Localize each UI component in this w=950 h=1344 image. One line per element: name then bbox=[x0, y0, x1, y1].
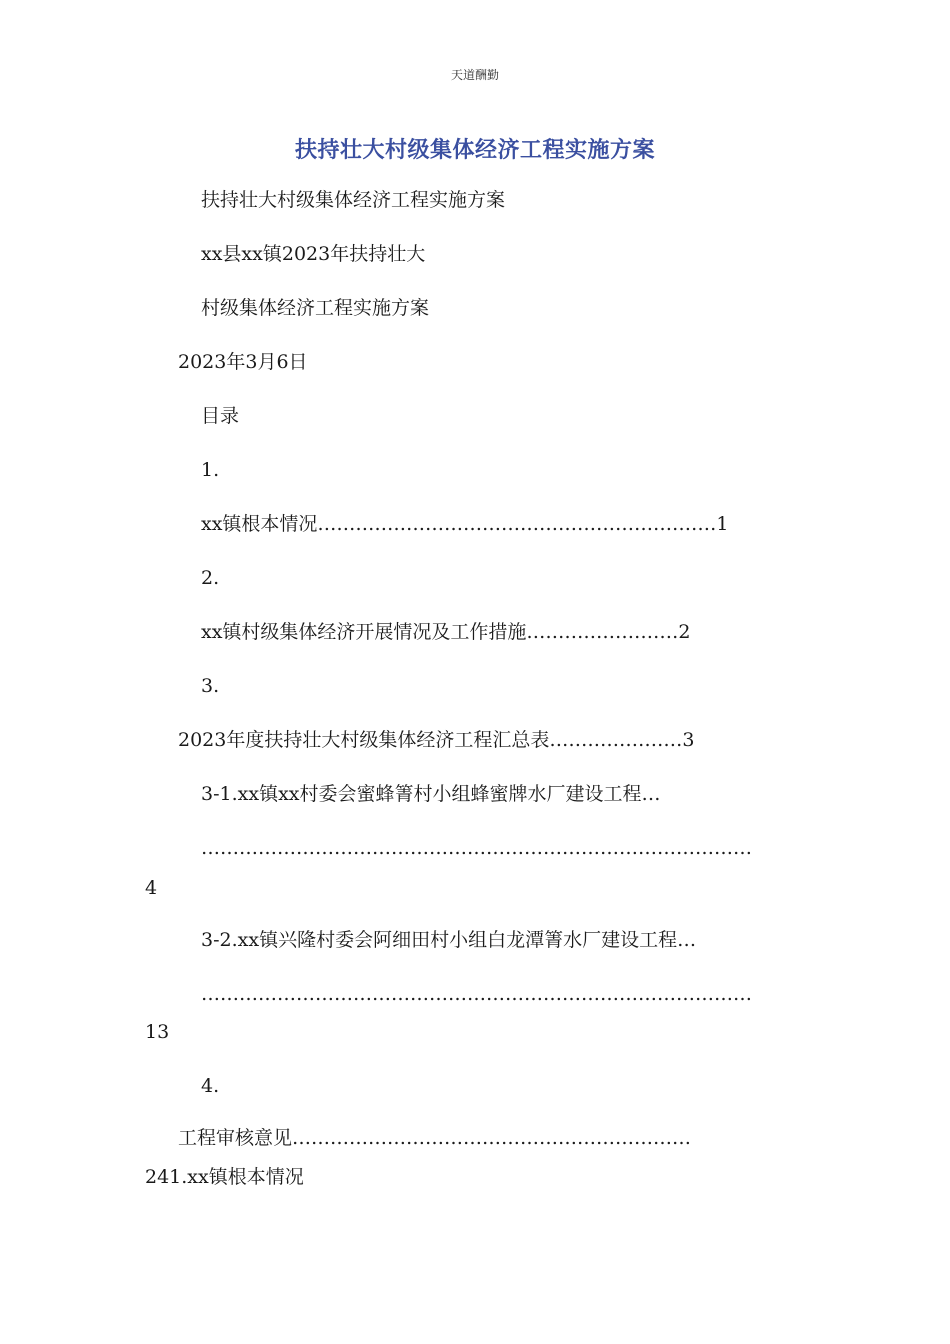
toc-leader-dots-3-1: …………………………………………………………………………… bbox=[201, 837, 752, 859]
toc-entry-3[interactable]: 2023年度扶持壮大村级集体经济工程汇总表…………………3 bbox=[178, 729, 695, 751]
toc-leader-dots-3-2: …………………………………………………………………………… bbox=[201, 983, 752, 1005]
toc-number-1: 1. bbox=[201, 459, 220, 481]
county-plan-line-2: 村级集体经济工程实施方案 bbox=[201, 297, 430, 319]
toc-number-4: 4. bbox=[201, 1075, 220, 1097]
section-heading-1: 241.xx镇根本情况 bbox=[145, 1166, 304, 1188]
toc-entry-2[interactable]: xx镇村级集体经济开展情况及工作措施……………………2 bbox=[201, 621, 691, 643]
date-line: 2023年3月6日 bbox=[178, 351, 308, 373]
toc-entry-3-1[interactable]: 3-1.xx镇xx村委会蜜蜂箐村小组蜂蜜牌水厂建设工程… bbox=[201, 783, 661, 805]
running-header: 天道酬勤 bbox=[450, 68, 499, 82]
toc-entry-4[interactable]: 工程审核意见……………………………………………………… bbox=[178, 1127, 692, 1149]
toc-page-3-2: 13 bbox=[145, 1021, 170, 1043]
toc-number-3: 3. bbox=[201, 675, 220, 697]
toc-page-3-1: 4 bbox=[145, 877, 158, 899]
document-title: 扶持壮大村级集体经济工程实施方案 bbox=[294, 138, 655, 163]
county-plan-line-1: xx县xx镇2023年扶持壮大 bbox=[201, 243, 426, 265]
subtitle-line: 扶持壮大村级集体经济工程实施方案 bbox=[201, 189, 506, 211]
toc-number-2: 2. bbox=[201, 567, 220, 589]
toc-heading: 目录 bbox=[201, 405, 240, 427]
toc-entry-3-2[interactable]: 3-2.xx镇兴隆村委会阿细田村小组白龙潭箐水厂建设工程… bbox=[201, 929, 697, 951]
toc-entry-1[interactable]: xx镇根本情况………………………………………………………1 bbox=[201, 513, 729, 535]
